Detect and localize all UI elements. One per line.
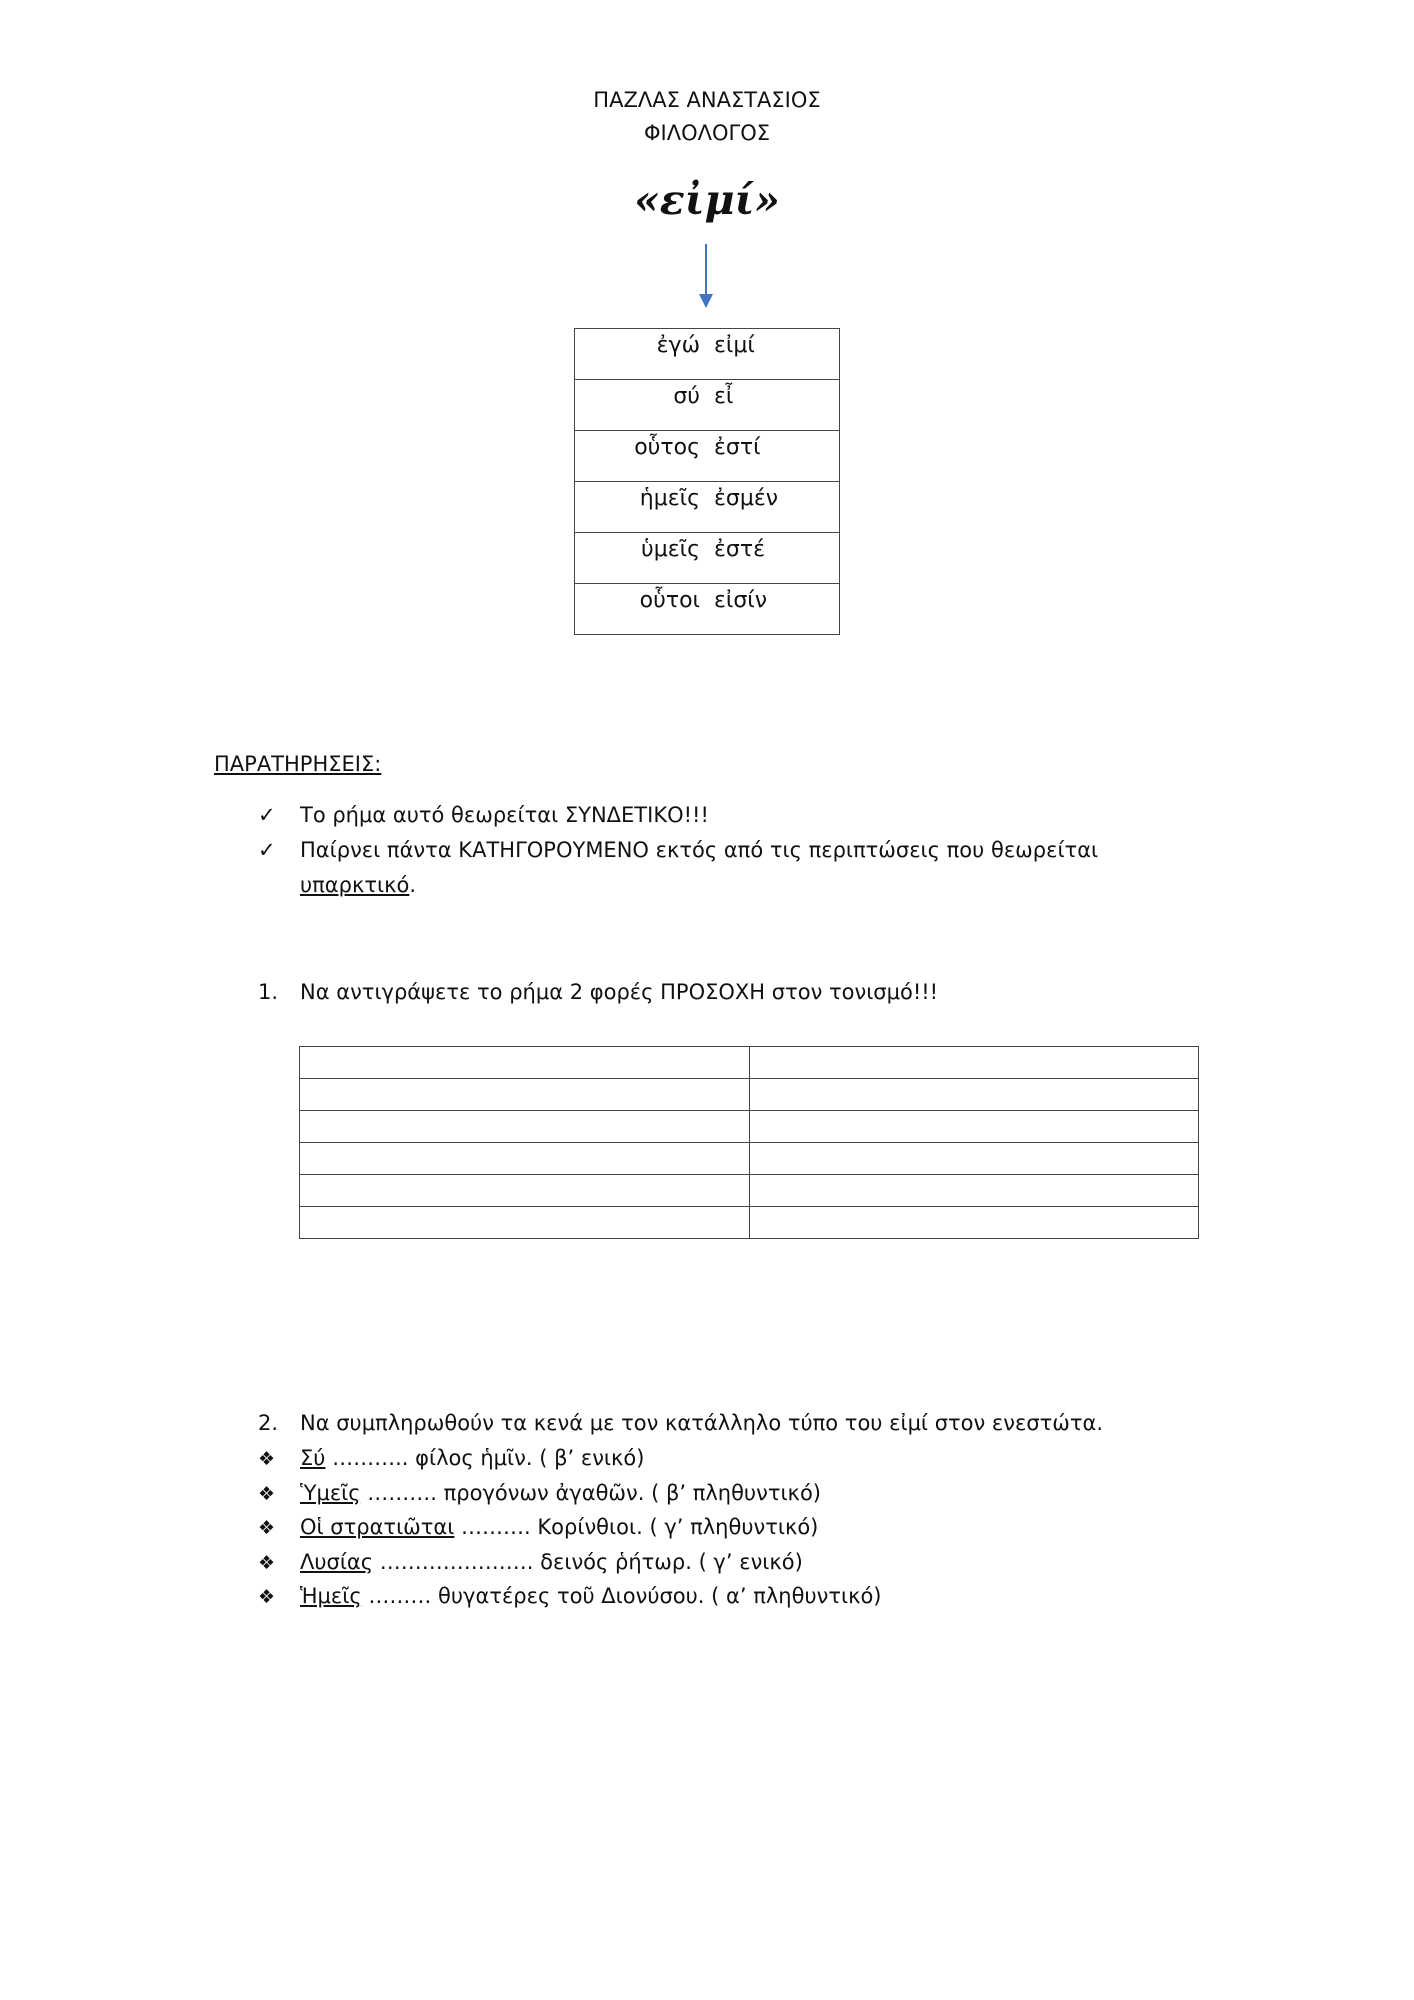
copy-answer-table xyxy=(299,1046,1199,1239)
answer-cell[interactable] xyxy=(300,1079,750,1111)
fill-subject: Ὑμεῖς xyxy=(300,1481,361,1505)
task-2 xyxy=(258,1411,1103,1435)
fill-subject: Λυσίας xyxy=(300,1550,374,1574)
answer-row xyxy=(300,1111,1199,1143)
task-number: 1. xyxy=(258,980,279,1004)
fill-text: …………………. δεινός ῥήτωρ. ( γ’ ενικό) xyxy=(373,1550,803,1574)
observation-end: . xyxy=(409,873,417,897)
answer-cell[interactable] xyxy=(300,1207,750,1239)
pronoun: ἐγώ xyxy=(656,333,700,358)
diamond-bullet-icon: ❖ xyxy=(258,1448,276,1470)
fill-subject: Ἡμεῖς xyxy=(300,1584,362,1608)
pronoun: ὑμεῖς xyxy=(641,537,700,562)
answer-cell[interactable] xyxy=(300,1047,750,1079)
observations-heading: ΠΑΡΑΤΗΡΗΣΕΙΣ: xyxy=(214,752,382,776)
fill-item xyxy=(258,1481,821,1505)
answer-cell[interactable] xyxy=(300,1111,750,1143)
answer-cell[interactable] xyxy=(749,1207,1199,1239)
answer-row xyxy=(300,1047,1199,1079)
verb-form: ἐσμέν xyxy=(714,486,779,511)
task-instruction: Να συμπληρωθούν τα κενά με τον κατάλληλο τύπο του εἰμί στον ενεστώτα. xyxy=(300,1411,1104,1435)
pronoun: οὗτος xyxy=(634,435,700,460)
answer-cell[interactable] xyxy=(749,1175,1199,1207)
author-role: ΦΙΛΟΛΟΓΟΣ xyxy=(643,121,770,145)
conjugation-row xyxy=(575,482,840,533)
diamond-bullet-icon: ❖ xyxy=(258,1586,276,1608)
task-instruction: Να αντιγράψετε το ρήμα 2 φορές ΠΡΟΣΟΧΗ στον τονισμό!!! xyxy=(300,980,939,1004)
observation-text: Παίρνει πάντα ΚΑΤΗΓΟΡΟΥΜΕΝΟ εκτός από τις περιπτώσεις που θεωρείται xyxy=(300,838,1099,862)
verb-form: εἶ xyxy=(714,384,734,409)
answer-cell[interactable] xyxy=(749,1143,1199,1175)
pronoun: σύ xyxy=(673,384,700,409)
pronoun: οὗτοι xyxy=(639,588,700,613)
diamond-bullet-icon: ❖ xyxy=(258,1517,276,1539)
verb-form: εἰμί xyxy=(714,333,755,358)
conjugation-row xyxy=(575,329,840,380)
verb-title: «εἰμί» xyxy=(634,176,780,224)
conjugation-row xyxy=(575,533,840,584)
conjugation-row xyxy=(575,584,840,635)
answer-cell[interactable] xyxy=(749,1047,1199,1079)
observation-continuation xyxy=(300,873,416,897)
checkmark-icon: ✓ xyxy=(258,803,276,827)
conjugation-table xyxy=(574,328,840,635)
author-name: ΠΑΖΛΑΣ ΑΝΑΣΤΑΣΙΟΣ xyxy=(593,88,821,112)
conjugation-row xyxy=(575,431,840,482)
answer-cell[interactable] xyxy=(300,1143,750,1175)
verb-form: ἐστί xyxy=(714,435,761,460)
fill-text: ………. Κορίνθιοι. ( γ’ πληθυντικό) xyxy=(454,1515,819,1539)
underlined-term: υπαρκτικό xyxy=(300,873,410,897)
answer-cell[interactable] xyxy=(300,1175,750,1207)
fill-item xyxy=(258,1446,644,1470)
fill-subject: Σύ xyxy=(300,1446,326,1470)
arrow-down-icon xyxy=(694,244,718,310)
answer-row xyxy=(300,1143,1199,1175)
conjugation-row xyxy=(575,380,840,431)
answer-row xyxy=(300,1207,1199,1239)
answer-cell[interactable] xyxy=(749,1111,1199,1143)
observation-text: Το ρήμα αυτό θεωρείται ΣΥΝΔΕΤΙΚΟ!!! xyxy=(300,803,709,827)
answer-row xyxy=(300,1079,1199,1111)
fill-text: ………. προγόνων ἀγαθῶν. ( β’ πληθυντικό) xyxy=(360,1481,821,1505)
fill-item xyxy=(258,1515,818,1539)
diamond-bullet-icon: ❖ xyxy=(258,1552,276,1574)
task-1 xyxy=(258,980,938,1004)
answer-row xyxy=(300,1175,1199,1207)
answer-cell[interactable] xyxy=(749,1079,1199,1111)
fill-item xyxy=(258,1550,803,1574)
fill-subject: Οἱ στρατιῶται xyxy=(300,1515,455,1539)
checkmark-icon: ✓ xyxy=(258,838,276,862)
fill-text: ……….. φίλος ἡμῖν. ( β’ ενικό) xyxy=(325,1446,645,1470)
task-number: 2. xyxy=(258,1411,279,1435)
verb-form: εἰσίν xyxy=(714,588,768,613)
diamond-bullet-icon: ❖ xyxy=(258,1483,276,1505)
pronoun: ἡμεῖς xyxy=(639,486,700,511)
fill-item xyxy=(258,1584,882,1608)
fill-text: ……… θυγατέρες τοῦ Διονύσου. ( α’ πληθυντικό) xyxy=(361,1584,882,1608)
verb-form: ἐστέ xyxy=(714,537,765,562)
